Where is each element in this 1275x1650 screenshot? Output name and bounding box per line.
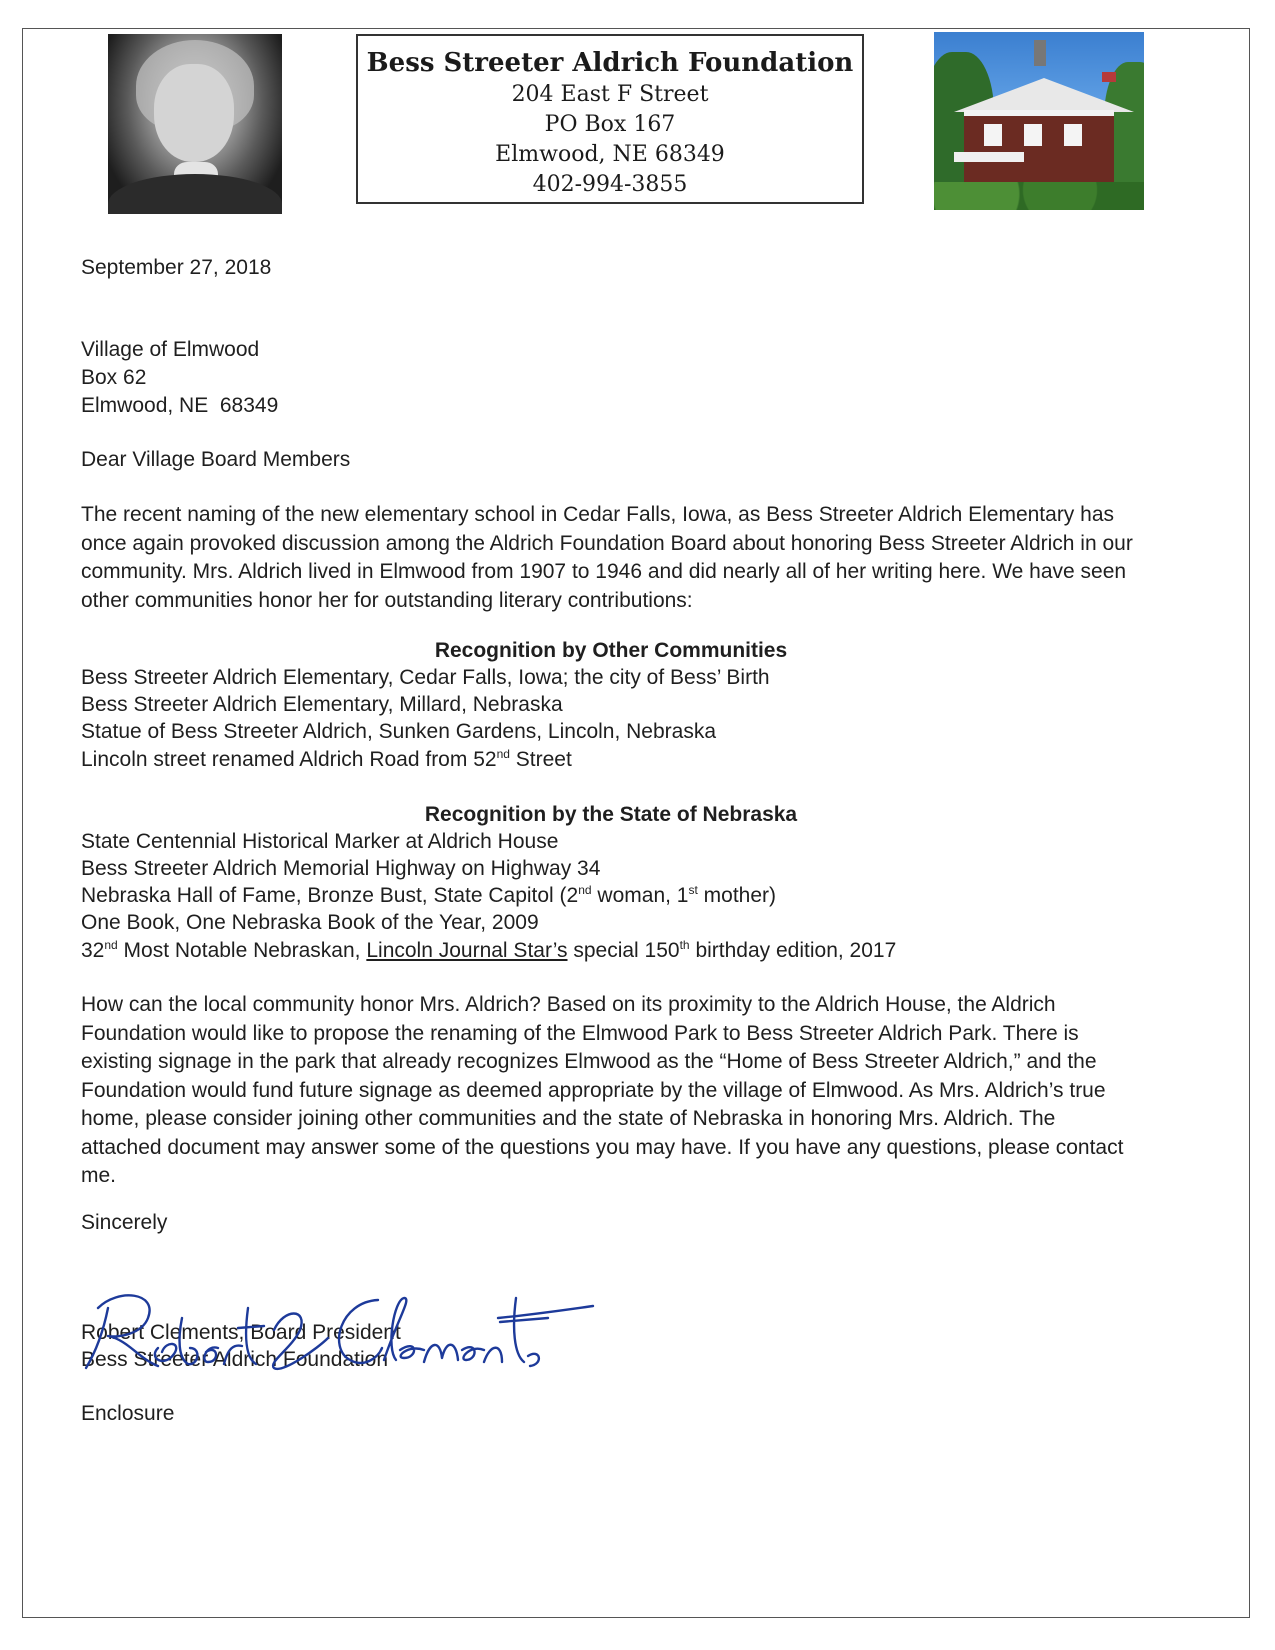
state-item-notable-nebraskan: 32nd Most Notable Nebraskan, Lincoln Journal Star’s special 150th birthday edition, 2017	[81, 938, 897, 962]
recipient-box: Box 62	[81, 366, 147, 389]
portrait-photo	[108, 34, 282, 214]
communities-heading: Recognition by Other Communities	[434, 639, 788, 662]
state-item-hall-of-fame: Nebraska Hall of Fame, Bronze Bust, State Capitol (2nd woman, 1st mother)	[81, 883, 777, 907]
recipient-name: Village of Elmwood	[81, 338, 260, 361]
closing: Sincerely	[81, 1211, 168, 1234]
communities-item-aldrich-road: Lincoln street renamed Aldrich Road from 52nd Street	[81, 747, 572, 771]
state-item: Bess Streeter Aldrich Memorial Highway on Highway 34	[81, 857, 601, 880]
handwritten-signature	[78, 1278, 598, 1388]
enclosure-note: Enclosure	[81, 1402, 175, 1425]
letterhead-po-box: PO Box 167	[544, 112, 676, 137]
communities-item: Statue of Bess Streeter Aldrich, Sunken Gardens, Lincoln, Nebraska	[81, 720, 717, 743]
state-item: State Centennial Historical Marker at Aldrich House	[81, 830, 559, 853]
communities-item: Bess Streeter Aldrich Elementary, Millard, Nebraska	[81, 693, 563, 716]
letterhead-street: 204 East F Street	[511, 82, 709, 107]
salutation: Dear Village Board Members	[81, 448, 351, 471]
letterhead-address-box	[356, 34, 864, 204]
publication-title: Lincoln Journal Star’s	[366, 939, 568, 962]
intro-paragraph: The recent naming of the new elementary school in Cedar Falls, Iowa, as Bess Streeter Aldrich Elementary has once again provoked discussion among the Aldrich Foundation Board about honoring Bess Streeter Aldrich in our community. Mrs. Aldrich lived in Elmwood from 1907 to 1946 and did nearly all of her writing here. We have seen other communities honor her for outstanding literary contributions:	[81, 503, 1133, 612]
state-item-one-book: One Book, One Nebraska Book of the Year, 2009	[81, 911, 539, 934]
recipient-city: Elmwood, NE 68349	[81, 394, 279, 417]
letterhead-organization: Bess Streeter Aldrich Foundation	[366, 48, 854, 78]
letterhead-city: Elmwood, NE 68349	[495, 142, 725, 167]
letterhead-phone: 402-994-3855	[532, 172, 688, 197]
signer-name-title: Robert Clements, Board President	[81, 1321, 401, 1344]
letter-date: September 27, 2018	[81, 256, 272, 279]
communities-item: Bess Streeter Aldrich Elementary, Cedar Falls, Iowa; the city of Bess’ Birth	[81, 666, 770, 689]
house-photo	[934, 32, 1144, 210]
proposal-paragraph: How can the local community honor Mrs. Aldrich? Based on its proximity to the Aldrich House, the Aldrich Foundation would like to propose the renaming of the Elmwood Park to Bess Streeter Aldrich Park. There is existing signage in the park that already recognizes Elmwood as the “Home of Bess Streeter Aldrich,” and the Foundation would fund future signage as deemed appropriate by the village of Elmwood. As Mrs. Aldrich’s true home, please consider joining other communities and the state of Nebraska in honoring Mrs. Aldrich. The attached document may answer some of the questions you may have. If you have any questions, please contact me.	[81, 993, 1124, 1187]
state-heading: Recognition by the State of Nebraska	[424, 803, 798, 826]
signer-organization: Bess Streeter Aldrich Foundation	[81, 1348, 389, 1371]
